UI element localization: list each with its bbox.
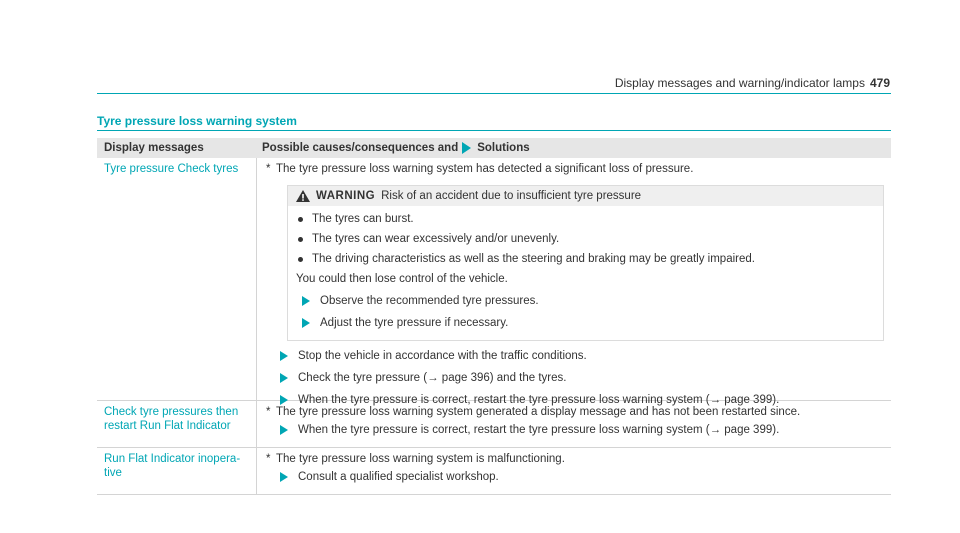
header-rule [97, 93, 891, 94]
table-row [97, 448, 891, 495]
action-item: Observe the recommended tyre pressures. [296, 294, 875, 308]
list-item: The driving characteristics as well as the steering and braking may be greatly impaired. [296, 252, 875, 266]
display-message: Tyre pressure Check tyres [97, 158, 257, 400]
table-row [97, 401, 891, 448]
action-arrow-icon [280, 351, 288, 361]
list-item: The tyres can wear excessively and/or unevenly. [296, 232, 875, 246]
solution-arrow-icon [462, 142, 471, 154]
warning-label: WARNING [316, 190, 376, 202]
action-arrow-icon [302, 296, 310, 306]
action-item: Consult a qualified specialist workshop. [266, 470, 891, 484]
section-title: Tyre pressure loss warning system [97, 114, 297, 128]
warning-header [288, 186, 883, 206]
action-arrow-icon [280, 472, 288, 482]
warning-body [288, 206, 883, 340]
warning-box [287, 185, 884, 341]
action-arrow-icon [280, 373, 288, 383]
display-messages-table [97, 138, 891, 495]
action-arrow-icon [302, 318, 310, 328]
action-item: Stop the vehicle in accordance with the traffic conditions. [266, 349, 891, 363]
table-header [97, 138, 891, 158]
warning-note: You could then lose control of the vehicle. [296, 273, 508, 285]
causes-cell [257, 158, 891, 406]
column-header-messages: Display messages [104, 142, 204, 154]
header-title: Display messages and warning/indicator lamps [614, 76, 865, 90]
column-header-causes: Possible causes/consequences and Solutions [262, 142, 530, 154]
action-item: Check the tyre pressure (→ page 396) and the tyres. [266, 371, 891, 385]
display-message: Check tyre pressures then restart Run Flat Indicator [97, 401, 257, 447]
cause-text: * The tyre pressure loss warning system has detected a significant loss of pressure. [266, 163, 694, 175]
page-header [615, 76, 890, 90]
causes-cell [257, 401, 891, 447]
table-row [97, 158, 891, 406]
title-rule [97, 130, 891, 131]
action-item: When the tyre pressure is correct, restart the tyre pressure loss warning system (→ page 399). [266, 423, 891, 437]
causes-cell [257, 448, 891, 494]
action-item: Adjust the tyre pressure if necessary. [296, 316, 875, 330]
page-number: 479 [869, 76, 890, 90]
cause-text: * The tyre pressure loss warning system is malfunctioning. [266, 453, 565, 465]
warning-text: Risk of an accident due to insufficient tyre pressure [381, 190, 642, 202]
action-arrow-icon [280, 425, 288, 435]
list-item: The tyres can burst. [296, 212, 875, 226]
display-message: Run Flat Indicator inopera- tive [97, 448, 257, 494]
warning-triangle-icon [296, 190, 310, 202]
action-item: When the tyre pressure is correct, restart the tyre pressure loss warning system (→ page 399). [266, 393, 891, 407]
cause-text: * The tyre pressure loss warning system generated a display message and has not been restarted since. [266, 406, 801, 418]
